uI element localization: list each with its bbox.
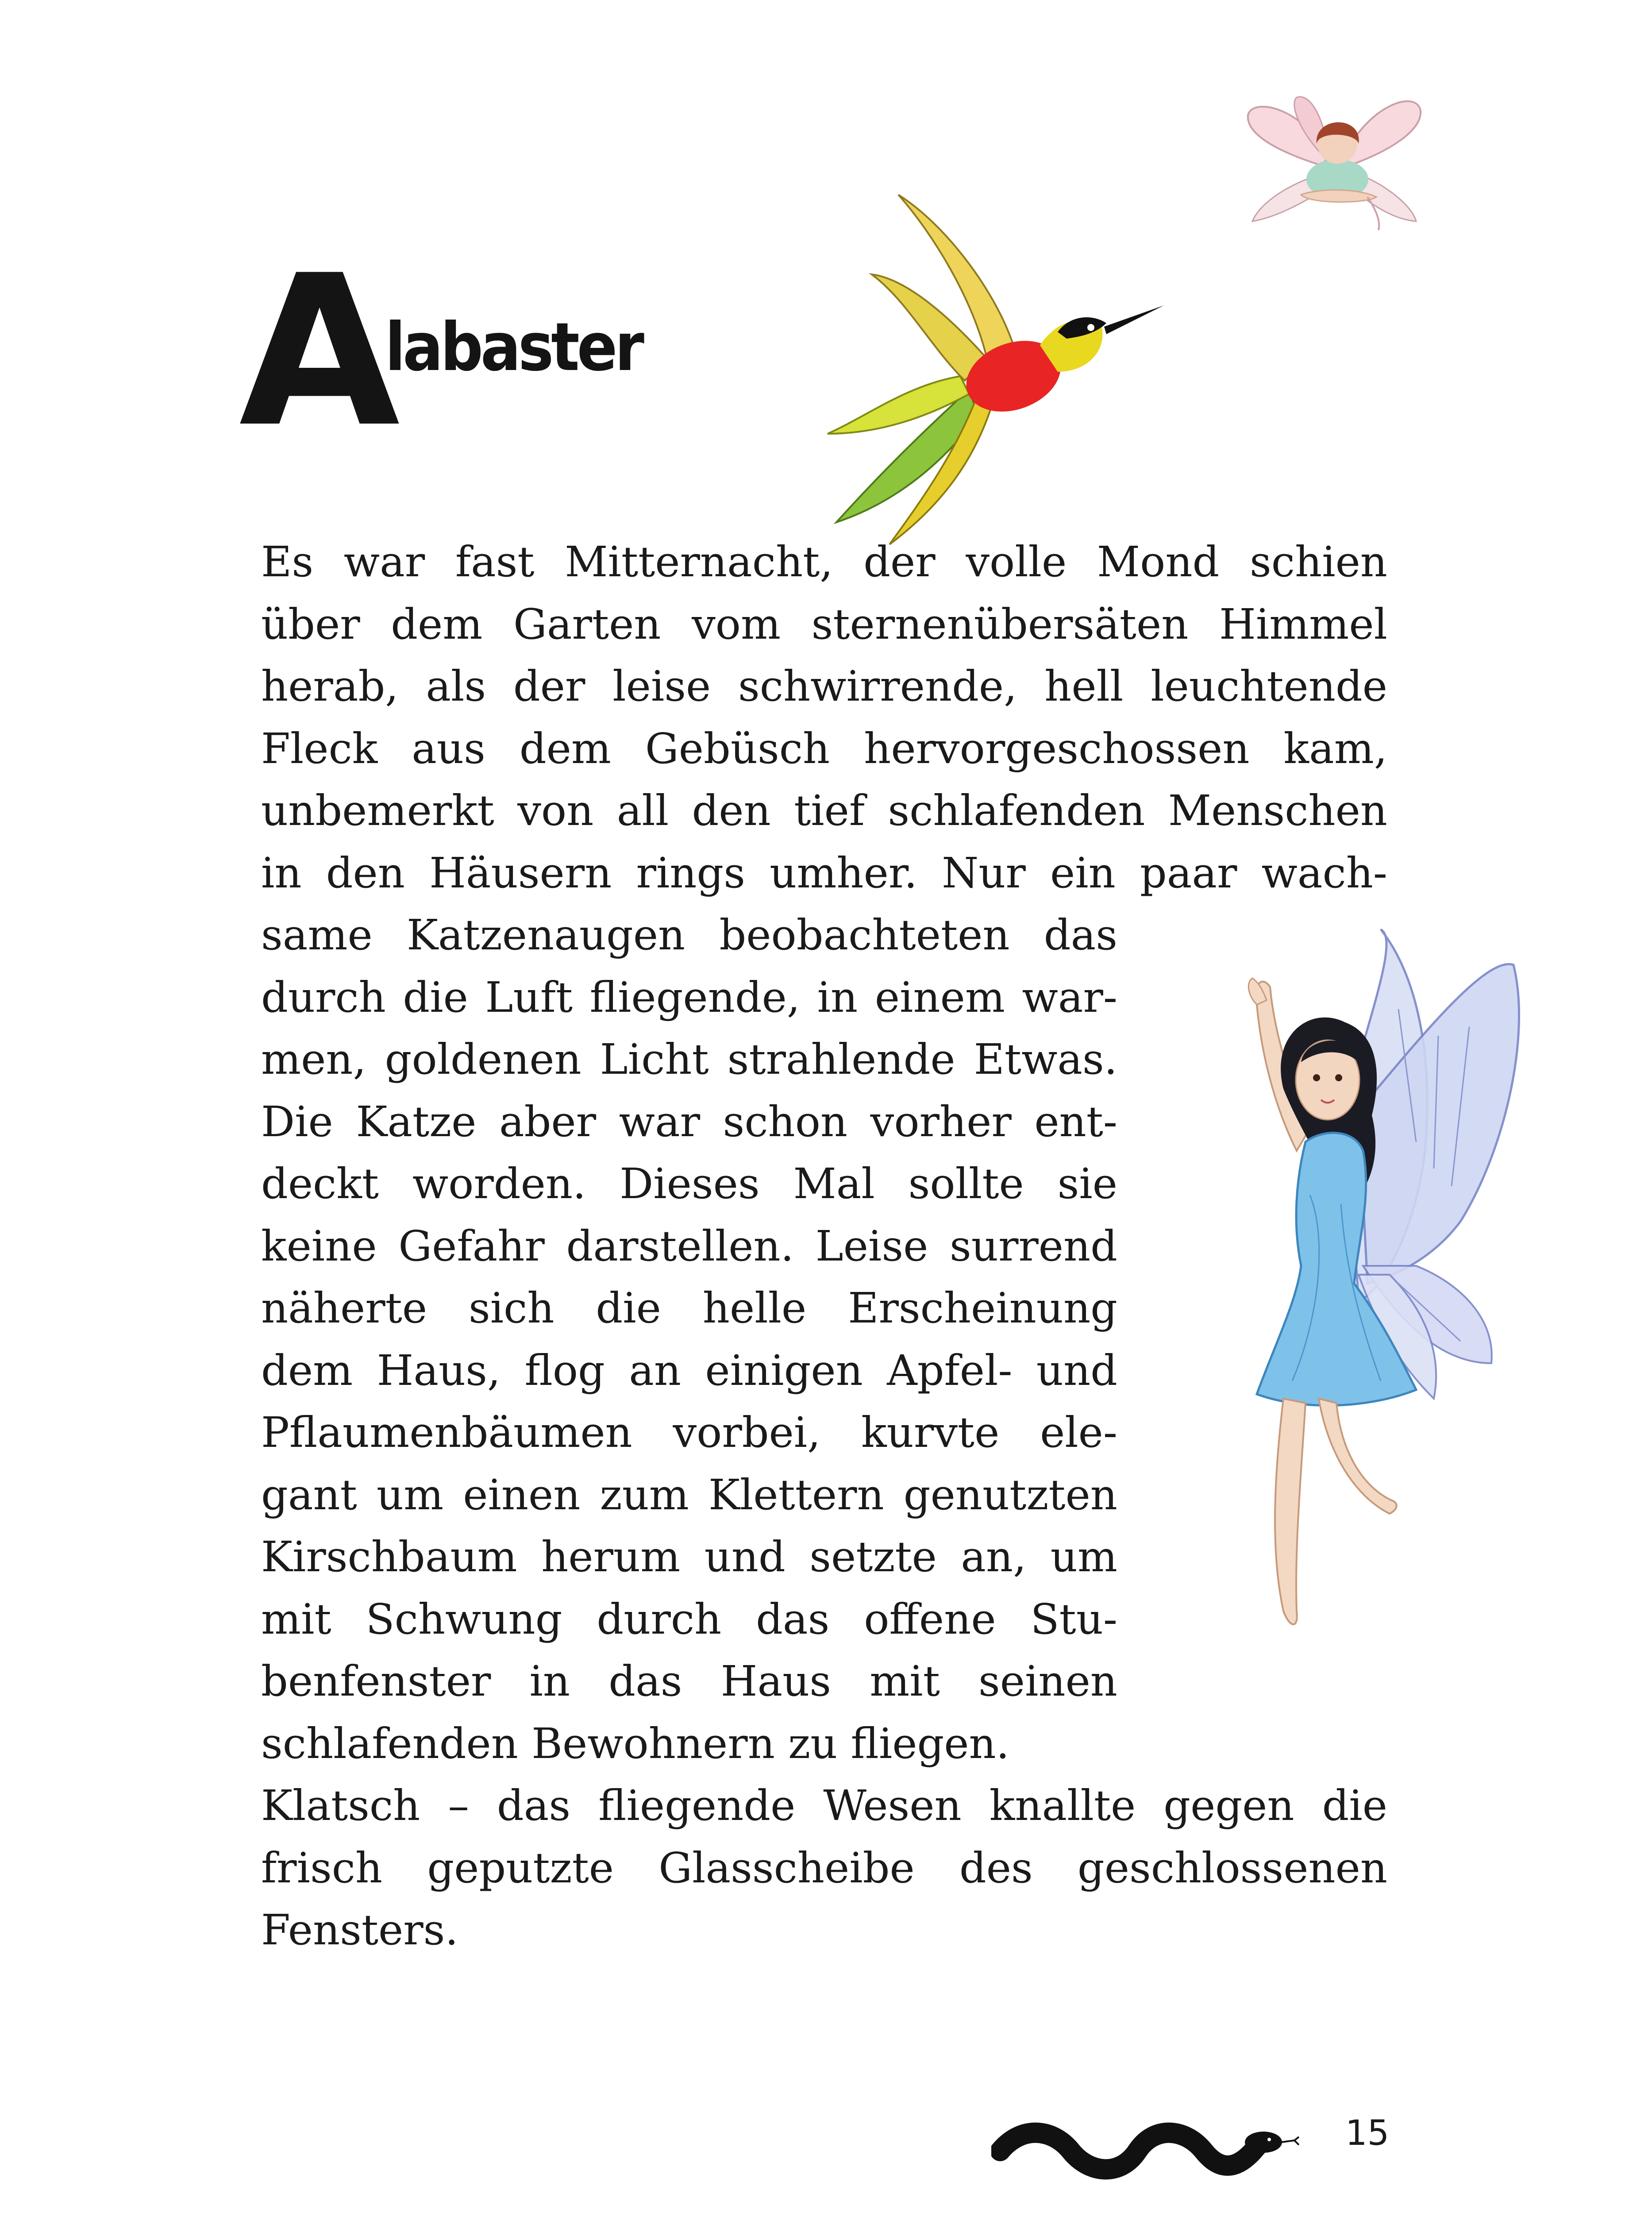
fairy-lying-icon xyxy=(1235,89,1429,235)
title-rest: labaster xyxy=(385,309,642,386)
hummingbird-icon xyxy=(819,186,1182,549)
text-line: Klatsch – das fliegende Wesen knallte gegen die xyxy=(261,1781,1387,1830)
text-line: deckt worden. Dieses Mal sollte sie xyxy=(261,1160,1117,1208)
paragraph-top xyxy=(261,531,1387,904)
snake-icon xyxy=(991,2111,1301,2191)
page-number: 15 xyxy=(1345,2113,1390,2153)
text-line: Pflaumenbäumen vorbei, kurvte ele- xyxy=(261,1408,1117,1457)
text-line: keine Gefahr darstellen. Leise surrend xyxy=(261,1222,1117,1271)
text-line: dem Haus, flog an einigen Apfel- und xyxy=(261,1346,1117,1395)
paragraph-bottom xyxy=(261,1775,1387,1962)
text-line: näherte sich die helle Erscheinung xyxy=(261,1284,1117,1333)
text-line: Es war fast Mitternacht, der volle Mond schien xyxy=(261,538,1387,586)
paragraph-middle xyxy=(261,904,1117,1775)
text-line: same Katzenaugen beobachteten das xyxy=(261,911,1117,960)
text-line: schlafenden Bewohnern zu fliegen. xyxy=(261,1719,1009,1768)
text-line: Fensters. xyxy=(261,1906,458,1955)
text-line: in den Häusern rings umher. Nur ein paar wach- xyxy=(261,848,1387,898)
text-line: gant um einen zum Klettern genutzten xyxy=(261,1470,1117,1519)
text-line: herab, als der leise schwirrende, hell leuchtende xyxy=(261,662,1387,711)
chapter-title xyxy=(239,231,682,473)
text-line: über dem Garten vom sternenübersäten Himmel xyxy=(261,600,1387,649)
text-line: Die Katze aber war schon vorher ent- xyxy=(261,1097,1117,1146)
text-line: Fleck aus dem Gebüsch hervorgeschossen kam, xyxy=(261,724,1387,773)
text-line: men, goldenen Licht strahlende Etwas. xyxy=(261,1035,1117,1084)
dancing-fairy-icon xyxy=(1151,921,1540,1682)
drop-cap: A xyxy=(239,231,396,473)
text-line: frisch geputzte Glasscheibe des geschlossenen xyxy=(261,1843,1387,1893)
text-line: durch die Luft fliegende, in einem war- xyxy=(261,973,1117,1022)
text-line: unbemerkt von all den tief schlafenden Menschen xyxy=(261,787,1387,835)
text-line: Kirschbaum herum und setzte an, um xyxy=(261,1533,1117,1581)
text-line: mit Schwung durch das offene Stu- xyxy=(261,1595,1117,1644)
text-line: benfenster in das Haus mit seinen xyxy=(261,1657,1117,1706)
